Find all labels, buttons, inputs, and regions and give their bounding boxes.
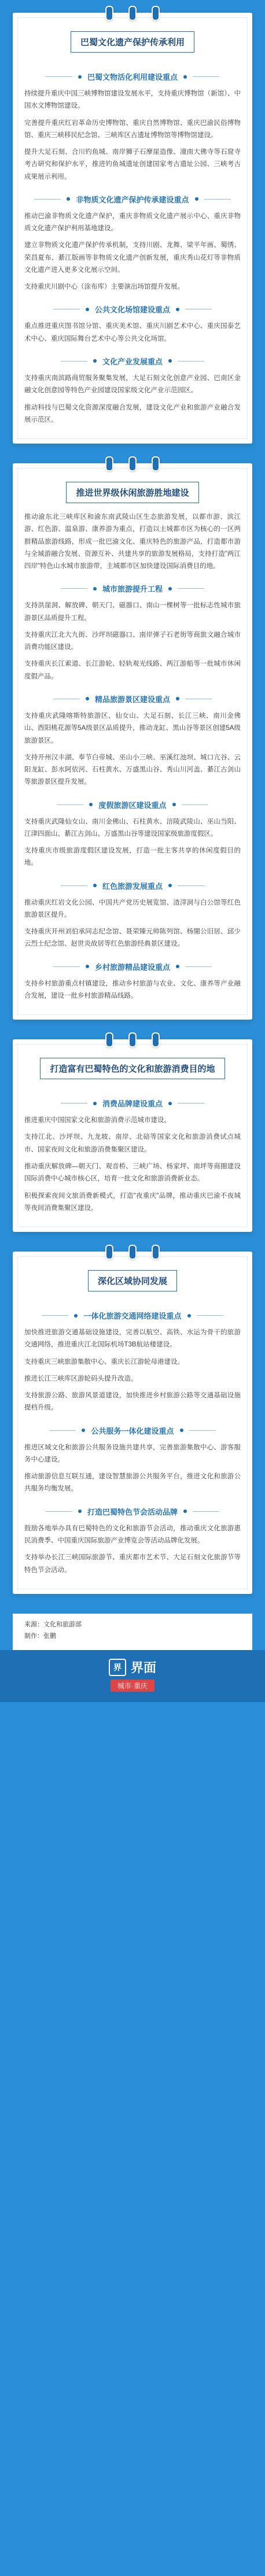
sub-heading-text: 城市旅游提升工程	[102, 585, 163, 594]
binder-ring-icon	[105, 1032, 113, 1047]
brand-logo-icon: 界	[109, 1659, 126, 1676]
divider-line	[49, 1430, 76, 1431]
binder-ring-icon	[105, 456, 113, 471]
sub-heading	[24, 304, 241, 315]
dot-icon	[176, 697, 179, 700]
sub-heading	[24, 71, 241, 82]
paragraph: 建立非物质文化遗产保护传承机制，支持川剧、龙舞、梁平年画、蜀绣、荣昌夏布、綦江版画等非物质文化遗产创新发展，重庆秀山花灯等非物质文化遗产进入更多文化展示空间。	[24, 242, 241, 274]
section-card	[13, 13, 252, 444]
sub-heading-text: 公共服务一体化建设重点	[91, 1426, 174, 1435]
sub-heading	[24, 693, 241, 704]
divider-line	[185, 966, 212, 967]
divider-line	[46, 1511, 72, 1512]
divider-line	[61, 1103, 87, 1104]
divider-line	[193, 76, 219, 77]
dot-icon	[89, 803, 93, 806]
paragraph: 提升大足石刻、合川钓鱼城、南岸狮子石摩崖造像、潼南大佛寺等石窟寺考古研究和保护水平，推进钓鱼城遗址创建国家考古遗址公园、三峡考古成果展示利用。	[24, 149, 241, 180]
divider-line	[61, 885, 87, 886]
paragraph: 完善提升重庆红岩革命历史博物馆、重庆自然博物馆、重庆巴渝民俗博物馆、重庆三峡移民纪念馆、三峡库区古遗址博物馆等博物馆建设。	[24, 119, 241, 139]
divider-line	[46, 76, 72, 77]
credits-editor: 制作：张鹏	[24, 1632, 56, 1640]
divider-line	[178, 885, 204, 886]
paragraph: 支持乡村旅游重点村镇建设，推动乡村旅游与农业、文化、康养等产业融合发展，建设一批乡村旅游精品线路。	[24, 980, 241, 999]
sub-heading-text: 非物质文化遗产保护传承建设重点	[76, 195, 189, 204]
paragraph: 推动巴渝非物质文化遗产保护，重庆非物质文化遗产展示中心、重庆非物质文化遗产保护利用基地建设。	[24, 212, 241, 232]
sub-heading	[24, 880, 241, 891]
divider-line	[61, 588, 87, 589]
dot-icon	[86, 965, 89, 968]
dot-icon	[168, 884, 172, 887]
paragraph: 鼓励各地举办具有巴蜀特色的文化和旅游节会活动，推动重庆文化旅游惠民消费季、中国重庆国际旅游产业博览会等活动品牌化发展。	[24, 1525, 241, 1544]
sub-heading	[24, 961, 241, 972]
divider-line	[193, 1511, 219, 1512]
section-title: 巴蜀文化遗产保护传承利用	[71, 31, 194, 53]
binder-ring-icon	[152, 1032, 160, 1047]
dot-icon	[86, 308, 89, 311]
dot-icon	[187, 1314, 191, 1317]
section-title: 打造富有巴蜀特色的文化和旅游消费目的地	[40, 1058, 224, 1079]
binder-ring-icon	[152, 456, 160, 471]
dot-icon	[86, 697, 89, 700]
paragraph: 支持旅游公路、旅游风景道建设，加快推进乡村旅游公路等交通基础设施提档升级。	[24, 1392, 241, 1412]
divider-line	[178, 1103, 204, 1104]
dot-icon	[93, 587, 97, 591]
binder-ring-icon	[128, 1032, 137, 1047]
paragraph: 支持开州汉丰湖、奉节白帝城、巫山小三峡、巫溪红池坝、城口亢谷、云阳龙缸、彭水阿依河、石柱黄水、万盛黑山谷、秀山川河盖、綦江古剑山等旅游景区提升发展。	[24, 754, 241, 786]
sub-heading-text: 红色旅游发展重点	[102, 881, 163, 891]
paragraph: 推动旅游信息互联互通，建设智慧旅游公共服务平台，推进文化和旅游公共服务均衡发展。	[24, 1473, 241, 1493]
paragraph: 推进重庆中国国家文化和旅游消费示范城市建设。	[24, 1117, 171, 1124]
dot-icon	[180, 1429, 183, 1432]
divider-line	[204, 199, 231, 200]
dot-icon	[172, 803, 176, 806]
dot-icon	[93, 1102, 97, 1105]
binder-ring-icon	[105, 1245, 113, 1260]
paragraph: 推动重庆解放碑—朝天门、观音桥、三峡广场、杨家坪、南坪等商圈建设国际消费中心城市核心区，培育一批文化和旅游消费新业态。	[24, 1163, 241, 1183]
binder-ring-icon	[152, 6, 160, 21]
paragraph: 支持重庆三峡旅游集散中心、重庆长江游轮母港建设。	[24, 1358, 184, 1365]
sub-heading-text: 消费品牌建设重点	[102, 1099, 163, 1109]
section-title: 深化区域协同发展	[88, 1270, 177, 1291]
dot-icon	[78, 75, 82, 79]
paragraph: 支持重庆长江索道、长江游轮、轻轨观光线路、两江游船等一批城市休闲度假产品。	[24, 660, 241, 680]
divider-line	[182, 804, 208, 805]
dot-icon	[168, 359, 172, 363]
sub-heading-text: 巴蜀文物活化利用建设重点	[87, 73, 178, 82]
sub-heading	[24, 1098, 241, 1109]
section-title: 推进世界级休闲旅游胜地建设	[66, 482, 198, 503]
sub-heading	[24, 1310, 241, 1321]
brand-footer	[0, 1650, 265, 1702]
sub-heading	[24, 194, 241, 205]
binder-rings	[13, 456, 252, 471]
dot-icon	[78, 1510, 82, 1513]
paragraph: 支持江北、沙坪坝、九龙坡、南岸、北碚等国家文化和旅游消费试点城市、国家夜间文化和旅游消费集聚区建设。	[24, 1134, 241, 1153]
dot-icon	[93, 359, 97, 363]
binder-ring-icon	[128, 456, 137, 471]
sub-heading	[24, 1506, 241, 1517]
paragraph: 推动科技与巴蜀文化资源深度融合发展，建设文化产业和旅游产业融合发展示范区。	[24, 404, 241, 423]
dot-icon	[93, 884, 97, 887]
sub-heading-text: 乡村旅游精品建设重点	[94, 962, 170, 972]
paragraph: 持续提升重庆中国三峡博物馆建设发展水平，支持重庆博物馆（新馆）、中国水文博物馆建设。	[24, 90, 241, 110]
binder-rings	[13, 1245, 252, 1260]
section-card	[13, 1252, 252, 1594]
divider-line	[42, 1315, 68, 1316]
divider-line	[57, 804, 83, 805]
paragraph: 支持重庆武隆喀斯特旅游区、仙女山、大足石刻、长江三峡、南川金佛山、酉阳桃花源等5A级景区品质提升，推动龙缸、黑山谷等景区创建5A级旅游景区。	[24, 712, 241, 744]
dot-icon	[168, 1102, 172, 1105]
paragraph: 重点推进重庆图书馆分馆、重庆美术馆、重庆川剧艺术中心、重庆国泰艺术中心、重庆国际舞台艺术中心等公共文化场馆。	[24, 323, 241, 342]
dot-icon	[176, 308, 179, 311]
paragraph: 支持重庆市级旅游度假区建设发展，打造一批主客共享的休闲度假目的地。	[24, 847, 241, 867]
sub-heading-text: 文化产业发展重点	[102, 357, 163, 366]
brand-logo	[109, 1658, 156, 1676]
dot-icon	[82, 1429, 85, 1432]
paragraph: 支持重庆江北大九街、沙坪坝磁器口、南岸弹子石老街等商旅文融合城市消费功能区建设。	[24, 631, 241, 651]
brand-name: 界面	[130, 1660, 156, 1675]
paragraph: 支持洪崖洞、解放碑、朝天门、磁器口、南山一棵树等一批标志性城市旅游景区品质提升工程。	[24, 602, 241, 622]
divider-line	[53, 966, 80, 967]
paragraph: 支持重庆川剧中心（涂布库）主要演出场馆提升发展。	[24, 283, 184, 291]
binder-ring-icon	[128, 1245, 137, 1260]
sub-heading-text: 度假旅游区建设重点	[98, 800, 167, 810]
paragraph: 推进区域文化和旅游公共服务设施共建共享，完善旅游集散中心、游客服务中心建设。	[24, 1444, 241, 1463]
binder-rings	[13, 6, 252, 21]
paragraph: 推动渝东北三峡库区和渝东南武陵山区生态旅游发展，以都市游、滨江游、红色游、温泉游、康养游为重点，打造以主城都市区为核心的一区两群精品旅游线路，形成一批巴渝文化、重庆特色的旅游产品，打造都市游与全域游融合发展、资源互补、共建共享的旅游发展格局，支持打造"两江四岸"特色山水城市旅游带，主城都市区加快建设国际消费目的地。	[24, 514, 241, 570]
paragraph: 支持重庆开州刘伯承同志纪念馆、聂荣臻元帅陈列馆、杨闇公旧居、邱少云烈士纪念馆、赵世炎故居等红色旅游经典景区建设。	[24, 928, 241, 948]
dot-icon	[183, 75, 187, 79]
section-card	[13, 463, 252, 1020]
sub-heading	[24, 356, 241, 367]
dot-icon	[74, 1314, 78, 1317]
divider-line	[189, 1430, 216, 1431]
credits	[13, 1614, 252, 1651]
sub-heading-text: 精品旅游景区建设重点	[94, 695, 170, 704]
dot-icon	[168, 587, 172, 591]
sub-heading	[24, 583, 241, 594]
paragraph: 积极探索夜间文旅消费新模式，打造"夜重庆"品牌，推动重庆巴渝不夜城等夜间消费集聚区建设。	[24, 1192, 241, 1212]
sub-heading-text: 公共文化场馆建设重点	[94, 305, 170, 315]
divider-line	[178, 588, 204, 589]
sub-heading	[24, 1425, 241, 1436]
dot-icon	[195, 197, 198, 201]
binder-ring-icon	[128, 6, 137, 21]
binder-ring-icon	[152, 1245, 160, 1260]
divider-line	[34, 199, 61, 200]
credits-source: 来源：文化和旅游部	[24, 1621, 82, 1628]
sub-heading	[24, 799, 241, 810]
sub-heading-text: 打造巴蜀特色节会活动品牌	[87, 1507, 178, 1516]
dot-icon	[67, 197, 70, 201]
paragraph: 加快推进旅游交通基础设施建设，完善以航空、高铁、水运为骨干的旅游交通网络，推进重庆江北国际机场T3B航站楼建设。	[24, 1329, 241, 1349]
section-card	[13, 1039, 252, 1232]
dot-icon	[183, 1510, 187, 1513]
binder-rings	[13, 1032, 252, 1047]
paragraph: 支持重庆武隆仙女山、南川金佛山、石柱黄水、涪陵武陵山、巫山当阳、江津四面山、綦江古剑山、万盛黑山谷等建设国家级旅游度假区。	[24, 818, 241, 837]
binder-ring-icon	[105, 6, 113, 21]
brand-channel-badge: 城市·重庆	[111, 1680, 154, 1692]
sub-heading-text: 一体化旅游交通网络建设重点	[83, 1312, 182, 1321]
dot-icon	[176, 965, 179, 968]
paragraph: 推动重庆红岩文化公园、中国共产党历史展览馆、渣滓洞与白公馆等红色旅游景区提升。	[24, 899, 241, 918]
paragraph: 支持重庆南滨路商贸服务聚集发展，大足石刻文化创意产业园、巴南区金融文化创意园等特色产业园建设国家级文化产业示范园区。	[24, 374, 241, 394]
paragraph: 支持举办长江三峡国际旅游节、重庆都市艺术节、大足石刻文化旅游节等特色节会活动。	[24, 1554, 241, 1574]
divider-line	[197, 1315, 223, 1316]
paragraph: 推进长江三峡库区游轮码头提升改造。	[24, 1375, 138, 1382]
